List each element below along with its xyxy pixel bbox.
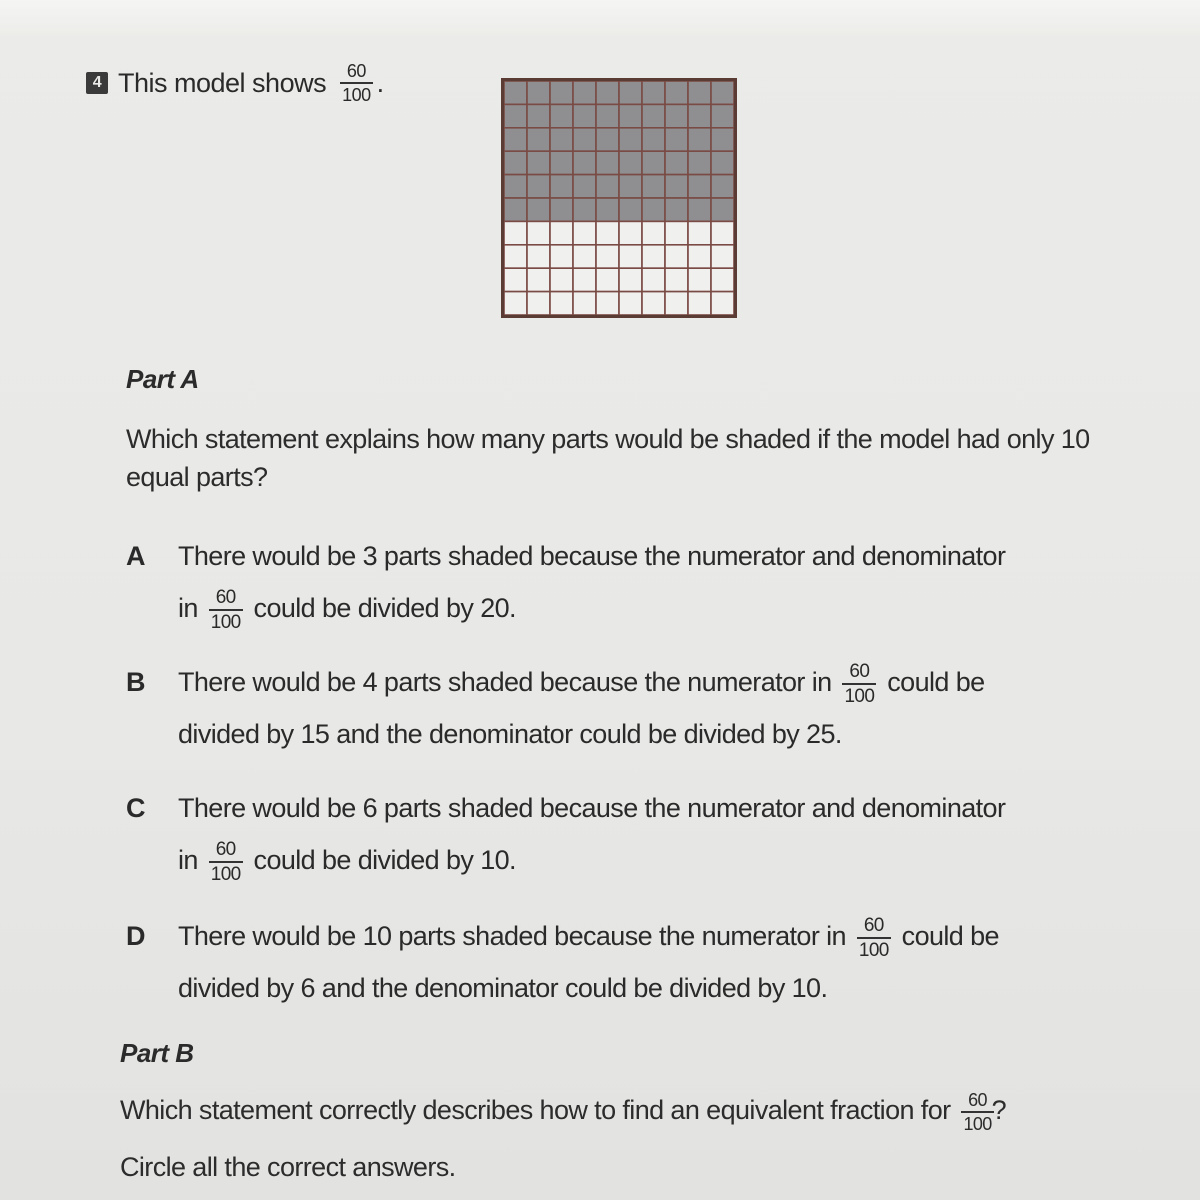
grid-cell-shaded: [688, 175, 711, 198]
grid-cell-shaded: [711, 104, 734, 127]
fraction-denominator: 100: [340, 82, 373, 104]
grid-cell-shaded: [573, 81, 596, 104]
choice-b-line-1: [178, 656, 1106, 708]
choice-a[interactable]: [126, 530, 1106, 634]
grid-cell-shaded: [665, 104, 688, 127]
choice-c-fraction: [209, 840, 243, 884]
grid-cell-shaded: [527, 81, 550, 104]
grid-cell-shaded: [711, 81, 734, 104]
grid-cell-shaded: [688, 104, 711, 127]
choice-d-line-1: [178, 910, 1106, 962]
grid-cell-shaded: [550, 128, 573, 151]
grid-cell-shaded: [711, 151, 734, 174]
choice-c-pre-fraction: in: [178, 845, 198, 875]
grid-cell-shaded: [711, 175, 734, 198]
grid-cell-shaded: [504, 104, 527, 127]
grid-cell-unshaded: [527, 268, 550, 291]
grid-cell-unshaded: [688, 221, 711, 244]
prompt-fraction: [340, 62, 373, 104]
grid-cell-shaded: [504, 198, 527, 221]
grid-cell-shaded: [573, 104, 596, 127]
grid-cell-unshaded: [619, 245, 642, 268]
grid-svg: [504, 81, 734, 315]
choice-d-line-2: divided by 6 and the denominator could be divided by 10.: [178, 973, 828, 1003]
grid-cell-shaded: [596, 198, 619, 221]
part-a-question: Which statement explains how many parts would be shaded if the model had only 10 equal parts?: [126, 424, 1090, 492]
page-top-edge: [0, 0, 1200, 36]
grid-cell-shaded: [642, 128, 665, 151]
grid-cell-shaded: [550, 104, 573, 127]
grid-cell-unshaded: [596, 292, 619, 315]
grid-cell-unshaded: [619, 268, 642, 291]
question-header: [86, 62, 384, 104]
grid-cell-unshaded: [550, 292, 573, 315]
grid-cell-shaded: [665, 175, 688, 198]
fraction-denominator: 100: [209, 609, 243, 632]
choice-b-line-2: divided by 15 and the denominator could be divided by 25.: [178, 719, 842, 749]
choice-b-pre-fraction: There would be 4 parts shaded because the numerator in: [178, 667, 832, 697]
grid-cell-shaded: [573, 128, 596, 151]
choice-d-fraction: [857, 916, 891, 960]
grid-cell-unshaded: [619, 221, 642, 244]
grid-cell-shaded: [688, 81, 711, 104]
choice-d-pre-fraction: There would be 10 parts shaded because the numerator in: [178, 921, 846, 951]
grid-cell-unshaded: [665, 292, 688, 315]
part-b-question: [120, 1088, 1180, 1133]
grid-cell-shaded: [619, 128, 642, 151]
grid-cell-shaded: [573, 198, 596, 221]
grid-cell-shaded: [619, 81, 642, 104]
choice-a-line-2: [178, 582, 1106, 634]
grid-cell-shaded: [527, 175, 550, 198]
grid-cell-unshaded: [688, 268, 711, 291]
grid-cell-unshaded: [504, 292, 527, 315]
grid-cell-unshaded: [573, 268, 596, 291]
fraction-numerator: 60: [968, 1089, 987, 1110]
part-b-question-text: Which statement correctly describes how to find an equivalent fraction for: [120, 1095, 951, 1125]
grid-cell-shaded: [619, 151, 642, 174]
grid-cell-shaded: [665, 198, 688, 221]
choice-letter: D: [126, 921, 145, 951]
grid-cell-unshaded: [665, 245, 688, 268]
grid-cell-shaded: [550, 81, 573, 104]
grid-cell-unshaded: [596, 245, 619, 268]
grid-cell-shaded: [527, 104, 550, 127]
grid-cell-shaded: [596, 175, 619, 198]
grid-cell-unshaded: [527, 292, 550, 315]
grid-cell-unshaded: [550, 245, 573, 268]
grid-cell-shaded: [619, 104, 642, 127]
grid-cell-shaded: [573, 151, 596, 174]
grid-cell-shaded: [527, 198, 550, 221]
hundred-grid-model: [501, 78, 737, 318]
fraction-numerator: 60: [215, 838, 236, 860]
grid-cell-unshaded: [642, 292, 665, 315]
grid-cell-unshaded: [711, 245, 734, 268]
grid-cell-shaded: [665, 128, 688, 151]
grid-cell-unshaded: [573, 245, 596, 268]
choice-a-line-1: There would be 3 parts shaded because the numerator and denominator: [178, 541, 1006, 571]
grid-cell-unshaded: [527, 221, 550, 244]
choice-c[interactable]: [126, 782, 1106, 886]
grid-cell-shaded: [596, 81, 619, 104]
grid-cell-shaded: [619, 175, 642, 198]
part-a-title: Part A: [126, 364, 199, 394]
grid-cell-shaded: [642, 104, 665, 127]
fraction-denominator: 100: [842, 683, 876, 706]
grid-cell-unshaded: [504, 268, 527, 291]
grid-cell-shaded: [573, 175, 596, 198]
grid-cell-unshaded: [550, 221, 573, 244]
fraction-denominator: 100: [209, 861, 243, 884]
part-b-question-suffix: ?: [991, 1095, 1007, 1125]
choice-c-post-fraction: could be divided by 10.: [253, 845, 516, 875]
grid-cell-shaded: [550, 175, 573, 198]
grid-cell-unshaded: [550, 268, 573, 291]
grid-cell-unshaded: [711, 221, 734, 244]
choice-letter: B: [126, 667, 145, 697]
choice-a-post-fraction: could be divided by 20.: [253, 593, 516, 623]
grid-cell-unshaded: [619, 292, 642, 315]
grid-cell-shaded: [619, 198, 642, 221]
choice-b[interactable]: [126, 656, 1106, 760]
grid-cell-shaded: [504, 128, 527, 151]
fraction-numerator: 60: [849, 660, 870, 682]
grid-cell-shaded: [711, 128, 734, 151]
question-number: 4: [86, 72, 108, 94]
fraction-numerator: 60: [215, 586, 236, 608]
choice-letter: A: [126, 541, 145, 571]
grid-cell-unshaded: [642, 221, 665, 244]
grid-cell-unshaded: [596, 268, 619, 291]
question-prompt: This model shows: [118, 67, 327, 98]
grid-cell-unshaded: [688, 245, 711, 268]
fraction-numerator: 60: [863, 914, 884, 936]
grid-cell-unshaded: [504, 245, 527, 268]
grid-cell-unshaded: [527, 245, 550, 268]
grid-cell-shaded: [504, 81, 527, 104]
grid-cell-shaded: [527, 128, 550, 151]
choice-a-pre-fraction: in: [178, 593, 198, 623]
part-b-fraction: [961, 1091, 993, 1133]
grid-cell-unshaded: [504, 221, 527, 244]
choice-b-post-fraction: could be: [887, 667, 985, 697]
grid-cell-shaded: [642, 81, 665, 104]
grid-cell-shaded: [688, 128, 711, 151]
grid-cell-shaded: [711, 198, 734, 221]
grid-cell-unshaded: [596, 221, 619, 244]
grid-cell-unshaded: [573, 292, 596, 315]
grid-cell-shaded: [642, 175, 665, 198]
part-b-title: Part B: [120, 1038, 194, 1068]
fraction-numerator: 60: [346, 61, 366, 81]
choice-d-post-fraction: could be: [901, 921, 999, 951]
fraction-denominator: 100: [857, 937, 891, 960]
choice-c-line-2: [178, 834, 1106, 886]
grid-cell-shaded: [550, 151, 573, 174]
grid-cell-shaded: [596, 151, 619, 174]
choice-d[interactable]: [126, 910, 1106, 1014]
grid-cell-shaded: [550, 198, 573, 221]
grid-cell-shaded: [642, 198, 665, 221]
choice-letter: C: [126, 793, 145, 823]
choice-a-fraction: [209, 588, 243, 632]
grid-cell-shaded: [527, 151, 550, 174]
grid-cell-shaded: [596, 104, 619, 127]
fraction-denominator: 100: [961, 1111, 993, 1133]
choice-b-fraction: [842, 662, 876, 706]
grid-cell-unshaded: [688, 292, 711, 315]
choice-c-line-1: There would be 6 parts shaded because the numerator and denominator: [178, 793, 1006, 823]
grid-cell-shaded: [504, 175, 527, 198]
grid-cell-unshaded: [711, 268, 734, 291]
prompt-suffix: .: [376, 67, 384, 98]
grid-cell-unshaded: [642, 268, 665, 291]
grid-cell-unshaded: [642, 245, 665, 268]
grid-cell-shaded: [665, 81, 688, 104]
grid-cell-unshaded: [665, 268, 688, 291]
grid-cell-shaded: [688, 151, 711, 174]
part-b-instruction: Circle all the correct answers.: [120, 1152, 456, 1182]
grid-cell-shaded: [642, 151, 665, 174]
grid-cell-shaded: [665, 151, 688, 174]
grid-cell-shaded: [504, 151, 527, 174]
grid-cell-unshaded: [665, 221, 688, 244]
grid-cell-shaded: [688, 198, 711, 221]
grid-cell-unshaded: [573, 221, 596, 244]
grid-cell-unshaded: [711, 292, 734, 315]
grid-cell-shaded: [596, 128, 619, 151]
